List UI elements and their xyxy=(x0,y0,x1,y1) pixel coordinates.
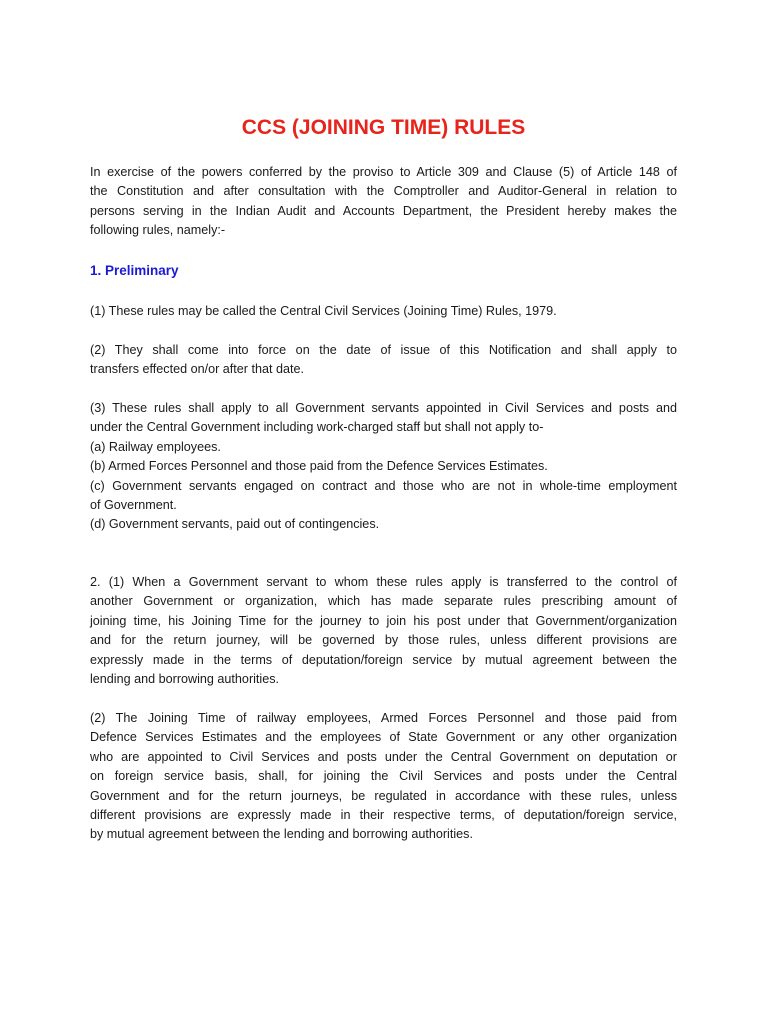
rule-line: (2) The Joining Time of railway employees, Armed Forces Personnel and those paid from xyxy=(90,711,677,725)
rule-line: and for the return journey, will be governed by those rules, unless different provisions are xyxy=(90,633,677,648)
exclusion-item-a: (a) Railway employees. xyxy=(90,439,221,454)
rule-line: Government and for the return journeys, be regulated in accordance with these rules, unless xyxy=(90,788,677,803)
rule-line: under the Central Government including work-charged staff but shall not apply to- xyxy=(90,420,544,435)
rule-line: who are appointed to Civil Services and posts under the Central Government on deputation or xyxy=(90,749,677,764)
rule-1-3-paragraph xyxy=(90,399,677,535)
rule-line: (3) These rules shall apply to all Government servants appointed in Civil Services and posts and xyxy=(90,401,677,415)
rule-line: lending and borrowing authorities. xyxy=(90,672,280,687)
rule-line: by mutual agreement between the lending and borrowing authorities. xyxy=(90,827,473,842)
rule-2-1-paragraph xyxy=(90,573,677,689)
document-title: CCS (JOINING TIME) RULES xyxy=(241,116,526,139)
preamble-paragraph xyxy=(90,163,677,241)
exclusion-item-c-continued: of Government. xyxy=(90,498,177,513)
rule-line: Defence Services Estimates and the employees of State Government or any other organization xyxy=(90,730,677,745)
preamble-line: following rules, namely:- xyxy=(90,223,226,238)
rule-line: 2. (1) When a Government servant to whom these rules apply is transferred to the control of xyxy=(90,575,677,589)
rule-line: transfers effected on/or after that date. xyxy=(90,362,304,377)
rule-line: expressly made in the terms of deputation/foreign service by mutual agreement between the xyxy=(90,652,677,667)
rule-line: on foreign service basis, shall, for joining the Civil Services and posts under the Central xyxy=(90,769,677,784)
section-heading-preliminary: 1. Preliminary xyxy=(90,263,179,278)
rule-line: another Government or organization, which has made separate rules prescribing amount of xyxy=(90,594,677,609)
preamble-line: In exercise of the powers conferred by the proviso to Article 309 and Clause (5) of Article 148 of xyxy=(90,165,677,179)
preamble-line: the Constitution and after consultation with the Comptroller and Auditor-General in relation to xyxy=(90,184,677,199)
rule-1-2-paragraph xyxy=(90,341,677,380)
rule-line: joining time, his Joining Time for the journey to join his post under that Government/organization xyxy=(90,613,677,628)
exclusion-item-b: (b) Armed Forces Personnel and those paid from the Defence Services Estimates. xyxy=(90,459,548,474)
preamble-line: persons serving in the Indian Audit and Accounts Department, the President hereby makes the xyxy=(90,203,677,218)
rule-line: (2) They shall come into force on the date of issue of this Notification and shall apply to xyxy=(90,343,677,357)
rule-2-2-paragraph xyxy=(90,709,677,845)
exclusion-item-d: (d) Government servants, paid out of contingencies. xyxy=(90,517,380,532)
rule-line: (1) These rules may be called the Central Civil Services (Joining Time) Rules, 1979. xyxy=(90,304,557,318)
rule-line: different provisions are expressly made in their respective terms, of deputation/foreign service, xyxy=(90,808,677,823)
exclusion-item-c: (c) Government servants engaged on contract and those who are not in whole-time employment xyxy=(90,478,677,493)
rule-1-1-paragraph xyxy=(90,302,677,321)
